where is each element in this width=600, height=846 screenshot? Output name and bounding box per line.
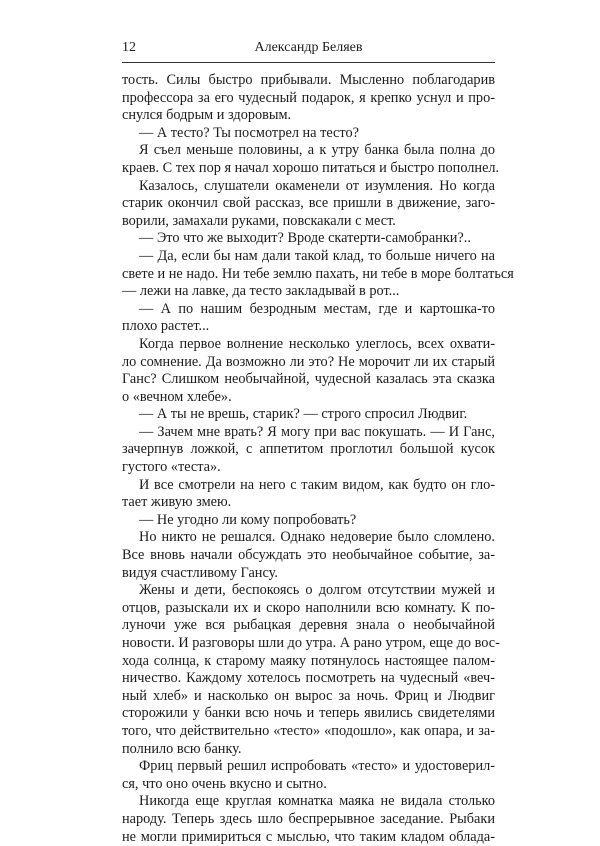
text-line: плохо растет... xyxy=(122,318,210,335)
text-line: Никогда еще круглая комнатка маяка не видала столько xyxy=(139,793,495,810)
text-line: отцов, разыскали их и скоро наполнили всю комнату. К по- xyxy=(122,599,495,616)
text-line: не могли примириться с мыслью, что таким кладом облада- xyxy=(122,828,495,845)
text-line: новости. И разговоры шли до утра. А рано утром, еще до вос- xyxy=(122,635,500,651)
text-line: Я съел меньше половины, а к утру банка была полна до xyxy=(139,142,495,159)
text-line: краев. С тех пор я начал хорошо питаться и быстро пополнел. xyxy=(122,159,500,176)
page-number: 12 xyxy=(122,40,136,55)
text-line: — Не угодно ли кому попробовать? xyxy=(139,511,357,528)
text-line: тает живую змею. xyxy=(122,494,232,511)
text-line: старик окончил свой рассказ, все пришли в движение, заго- xyxy=(122,195,495,212)
text-line: Все вновь начали обсуждать это необычайное событие, за- xyxy=(122,547,495,564)
text-line: полнило всю банку. xyxy=(122,740,242,757)
text-line: Ганс? Слишком необычайной, чудесной казалась эта сказка xyxy=(122,371,495,388)
author-name: Александр Беляев xyxy=(254,40,363,55)
text-line: ничество. Каждому хотелось посмотреть на чудесный «веч- xyxy=(122,670,495,687)
header-rule xyxy=(122,62,495,63)
text-line: луночи уже вся рыбацкая деревня знала о необычайной xyxy=(122,617,495,634)
text-line: профессора за его чудесный подарок, я крепко уснул и про- xyxy=(122,89,495,106)
body-text xyxy=(122,72,514,846)
text-line: сторожили у банки всю ночь и теперь явились свидетелями xyxy=(122,705,495,722)
text-line: свете и не надо. Ни тебе землю пахать, ни тебе в море болтаться xyxy=(122,265,514,282)
text-line: тость. Силы быстро прибывали. Мысленно поблагодарив xyxy=(122,72,495,88)
text-line: ся, что оно очень вкусно и сытно. xyxy=(122,775,327,792)
text-line: — А по нашим безродным местам, где и картошка-то xyxy=(139,300,495,317)
text-line: — Это что же выходит? Вроде скатерти-самобранки?.. xyxy=(139,230,471,247)
text-line: того, что действительно «тесто» «подошло», как опара, и за- xyxy=(122,722,495,739)
text-line: Казалось, слушатели окаменели от изумления. Но когда xyxy=(139,177,495,194)
text-line: ный хлеб» и насколько он вырос за ночь. Фриц и Людвиг xyxy=(122,687,495,704)
text-line: — Зачем мне врать? Я могу при вас покушать. — И Ганс, xyxy=(139,423,495,440)
text-line: густого «теста». xyxy=(122,459,221,476)
text-line: — А ты не врешь, старик? — строго спросил Людвиг. xyxy=(139,406,468,423)
text-line: снулся бодрым и здоровым. xyxy=(122,107,292,124)
text-line: — Да, если бы нам дали такой клад, то больше ничего на xyxy=(139,247,495,264)
text-line: ворили, замахали руками, повскакали с мест. xyxy=(122,212,396,229)
running-header xyxy=(122,37,495,59)
text-line: о «вечном хлебе». xyxy=(122,388,232,405)
text-line: — лежи на лавке, да тесто закладывай в рот... xyxy=(122,283,400,300)
text-line: хода солнца, к старому маяку потянулось настоящее палом- xyxy=(122,652,495,669)
text-line: видуя счастливому Гансу. xyxy=(122,564,278,581)
text-line: И все смотрели на него с таким видом, как будто он гло- xyxy=(139,476,495,493)
text-line: ло сомнение. Да возможно ли это? Не морочит ли их старый xyxy=(122,353,495,370)
text-line: Жены и дети, беспокоясь о долгом отсутствии мужей и xyxy=(139,582,495,599)
text-line: — А тесто? Ты посмотрел на тесто? xyxy=(139,124,359,141)
text-line: народу. Теперь здесь шло беспрерывное заседание. Рыбаки xyxy=(122,810,495,827)
text-line: Когда первое волнение несколько улеглось, всех охвати- xyxy=(139,335,495,352)
text-line: Но никто не решался. Однако недоверие было сломлено. xyxy=(139,529,495,546)
text-line: зачерпнув ложкой, с аппетитом проглотил большой кусок xyxy=(122,441,495,458)
text-line: Фриц первый решил испробовать «тесто» и удостоверил- xyxy=(139,758,495,775)
